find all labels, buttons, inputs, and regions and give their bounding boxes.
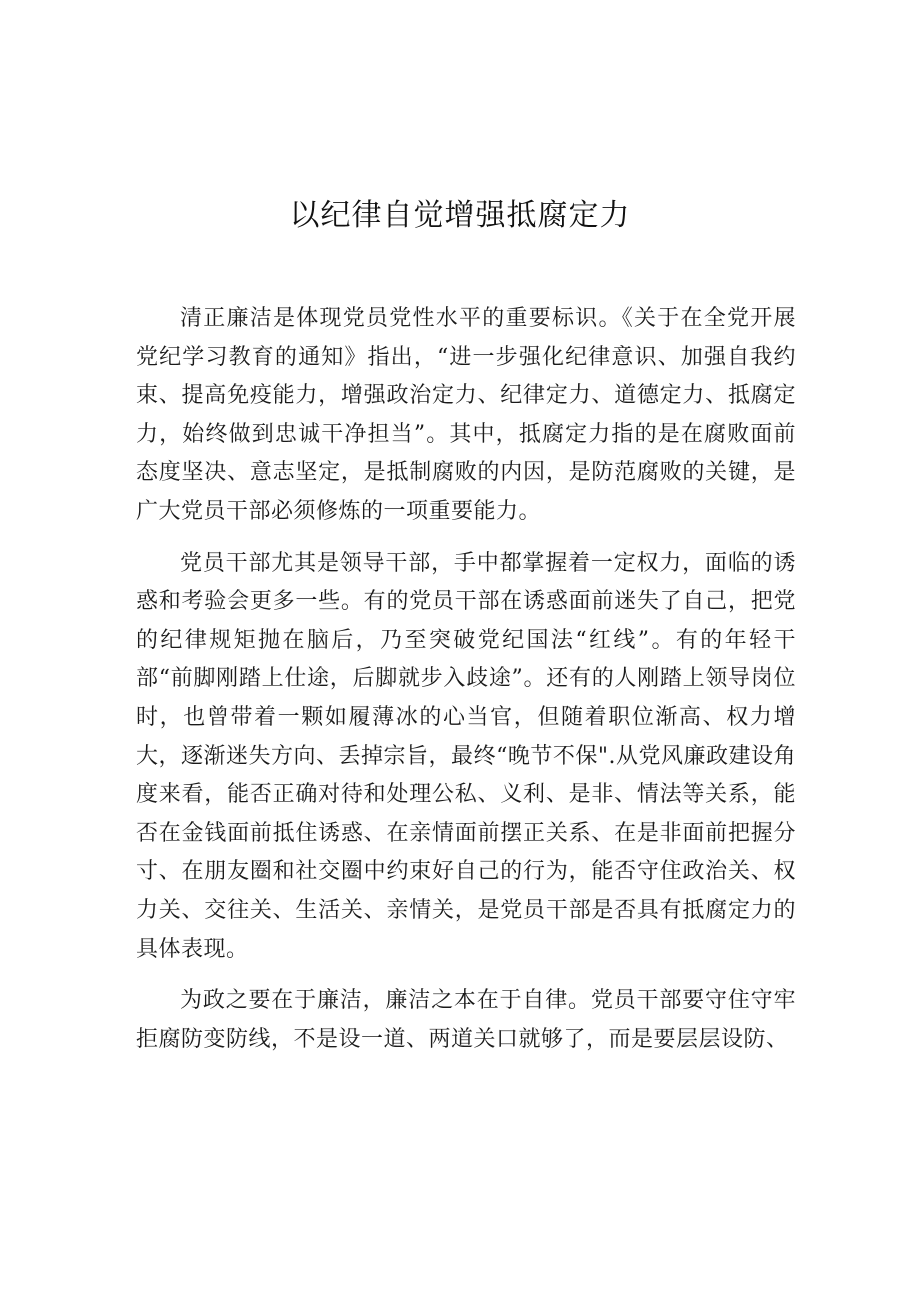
paragraph-3: 为政之要在于廉洁，廉洁之本在于自律。党员干部要守住守牢拒腐防变防线，不是设一道、两道关口就够了，而是要层层设防、 [136,988,796,1052]
document-title: 以纪律自觉增强抵腐定力 [289,198,631,233]
paragraph-1: 清正廉洁是体现党员党性水平的重要标识。《关于在全党开展党纪学习教育的通知》指出，“进一步强化纪律意识、加强自我约束、提高免疫能力，增强政治定力、纪律定力、道德定力、抵腐定力，始终做到忠诚干净担当”。其中，抵腐定力指的是在腐败面前态度坚决、意志坚定，是抵制腐败的内因，是防范腐败的关键，是广大党员干部必须修炼的一项重要能力。 [136,306,796,524]
document-body [136,300,796,1072]
paragraph-2: 党员干部尤其是领导干部，手中都掌握着一定权力，面临的诱惑和考验会更多一些。有的党员干部在诱惑面前迷失了自己，把党的纪律规矩抛在脑后，乃至突破党纪国法“红线”。有的年轻干部“前脚刚踏上仕途，后脚就步入歧途”。还有的人刚踏上领导岗位时，也曾带着一颗如履薄冰的心当官，但随着职位渐高、权力增大，逐渐迷失方向、丢掉宗旨，最终“晚节不保".从党风廉政建设角度来看，能否正确对待和处理公私、义利、是非、情法等关系，能否在金钱面前抵住诱惑、在亲情面前摆正关系、在是非面前把握分寸、在朋友圈和社交圈中约束好自己的行为，能否守住政治关、权力关、交往关、生活关、亲情关，是党员干部是否具有抵腐定力的具体表现。 [136,550,796,962]
